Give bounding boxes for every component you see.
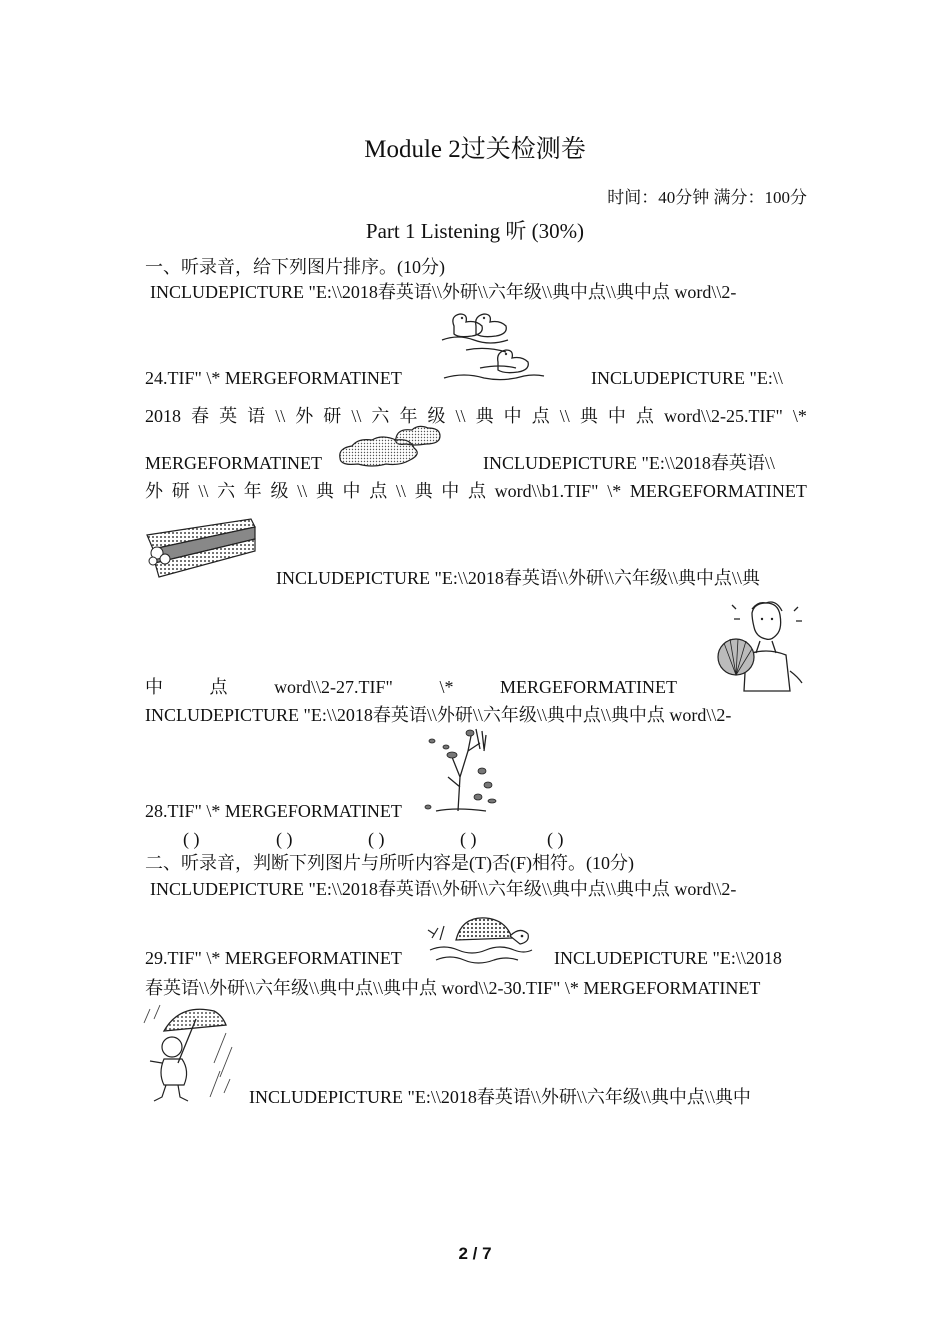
- answer-blank-4[interactable]: ( ): [460, 829, 477, 849]
- section1-line6: INCLUDEPICTURE "E:\\2018春英语\\外研\\六年级\\典中点\\典: [276, 568, 760, 588]
- section2-line4: INCLUDEPICTURE "E:\\2018春英语\\外研\\六年级\\典中点\\典中: [249, 1087, 751, 1107]
- section1-line9: 28.TIF" \* MERGEFORMATINET: [145, 801, 402, 821]
- section2-line3: 春英语\\外研\\六年级\\典中点\\典中点 word\\2-30.TIF" \* MERGEFORMATINET: [145, 978, 761, 998]
- section1-line2b: INCLUDEPICTURE "E:\\: [591, 368, 783, 388]
- page-title: Module 2过关检测卷: [364, 136, 586, 163]
- section1-line8: INCLUDEPICTURE "E:\\2018春英语\\外研\\六年级\\典中点\\典中点 word\\2-: [145, 705, 732, 725]
- hot-man-with-fan-picture: [716, 601, 808, 693]
- time-score-info: 时间：40分钟 满分：100分: [607, 188, 807, 207]
- section1-line3: 2018 春 英 语 \\ 外 研 \\ 六 年 级 \\ 典 中 点 \\ 典 中 点 word\\2-25.TIF" \*: [145, 406, 807, 426]
- clouds-picture: [336, 424, 448, 472]
- part-heading: Part 1 Listening 听 (30%): [365, 219, 585, 243]
- girl-umbrella-rain-picture: [140, 1003, 236, 1105]
- answer-blank-2[interactable]: ( ): [276, 829, 293, 849]
- sandwich-picture: [143, 515, 258, 581]
- section2-heading: 二、听录音，判断下列图片与所听内容是(T)否(F)相符。(10分): [145, 853, 634, 873]
- section1-line7: 中 点 word\\2-27.TIF" \* MERGEFORMATINET: [145, 677, 677, 697]
- section1-line1: INCLUDEPICTURE "E:\\2018春英语\\外研\\六年级\\典中点\\典中点 word\\2-: [150, 282, 737, 302]
- section2-line1: INCLUDEPICTURE "E:\\2018春英语\\外研\\六年级\\典中点\\典中点 word\\2-: [150, 879, 737, 899]
- section2-line2a: 29.TIF" \* MERGEFORMATINET: [145, 948, 402, 968]
- section1-line5: 外 研 \\ 六 年 级 \\ 典 中 点 \\ 典 中 点 word\\b1.TIF" \* MERGEFORMATINET: [145, 481, 807, 501]
- page-number: 2 / 7: [458, 1244, 492, 1263]
- ducks-picture: [440, 306, 548, 384]
- answer-blank-5[interactable]: ( ): [547, 829, 564, 849]
- section2-line2b: INCLUDEPICTURE "E:\\2018: [554, 948, 782, 968]
- answer-blank-1[interactable]: ( ): [183, 829, 200, 849]
- tree-falling-leaves-picture: [422, 727, 506, 813]
- section1-line2a: 24.TIF" \* MERGEFORMATINET: [145, 368, 402, 388]
- section1-line4a: MERGEFORMATINET: [145, 453, 323, 473]
- section1-line4b: INCLUDEPICTURE "E:\\2018春英语\\: [483, 453, 775, 473]
- answer-blank-3[interactable]: ( ): [368, 829, 385, 849]
- turtle-swimming-picture: [426, 910, 534, 966]
- section1-heading: 一、听录音，给下列图片排序。(10分): [145, 257, 445, 277]
